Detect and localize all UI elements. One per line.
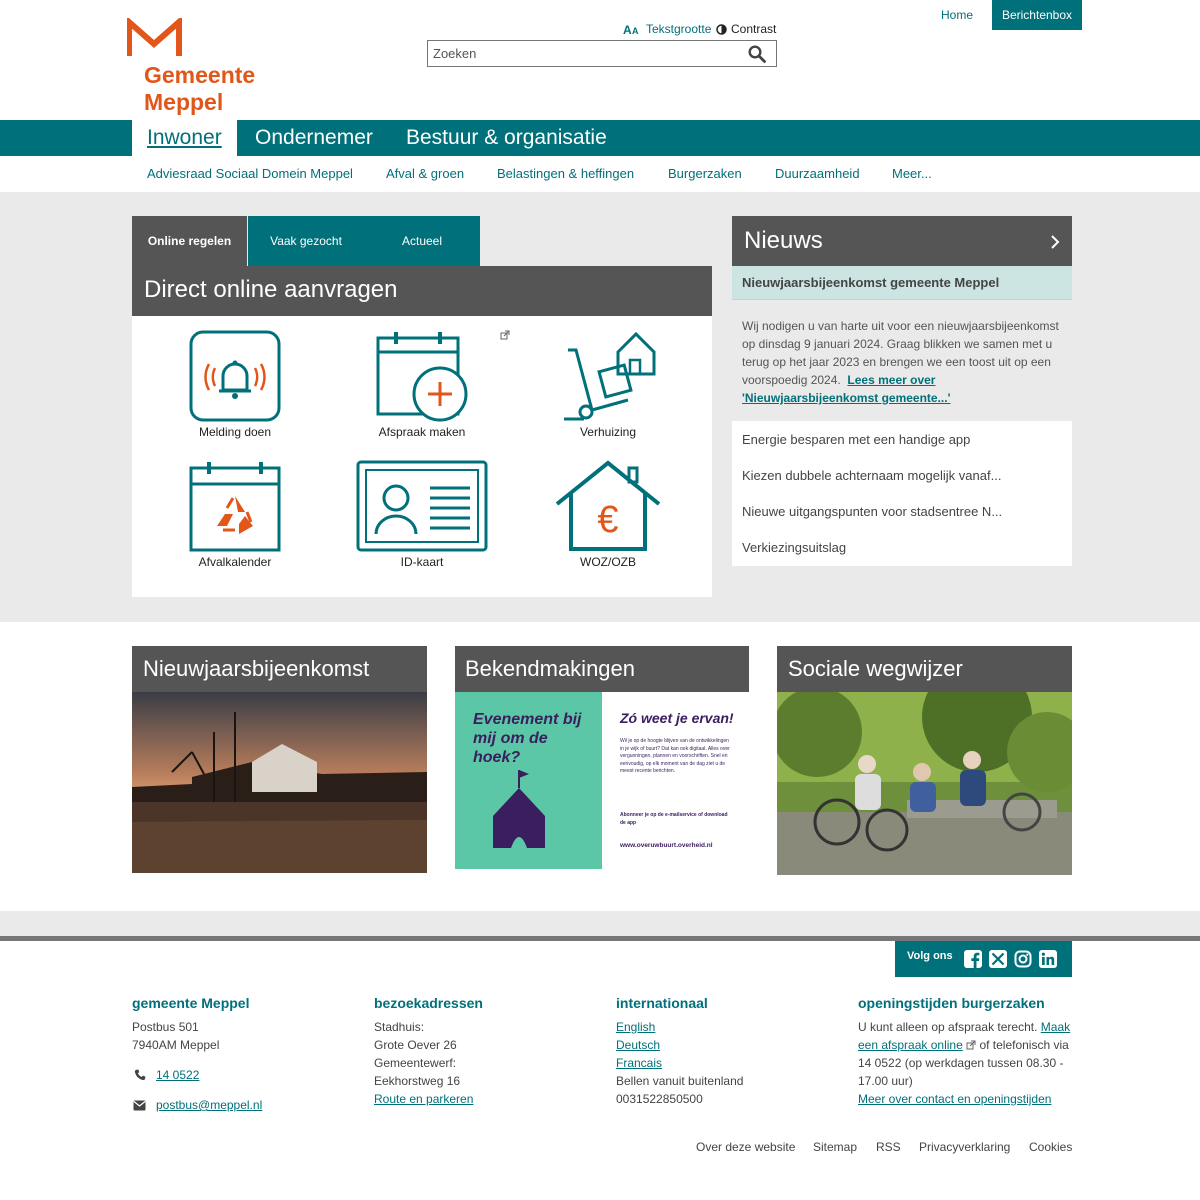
footer-col1-title: gemeente Meppel [132,995,250,1011]
chevron-right-icon [1050,235,1060,249]
card-title: Sociale wegwijzer [777,646,1072,692]
card-title: Bekendmakingen [455,646,749,692]
textsize-toggle[interactable] [623,22,711,36]
tile-label: ID-kaart [400,555,444,569]
language-link-english[interactable]: English [616,1020,656,1034]
poster-right-cta: Abonneer je op de e-mailservice of download de app [620,812,728,826]
tile-label: Verhuizing [579,425,637,439]
subnav-item-belastingen[interactable]: Belastingen & heffingen [497,166,635,181]
moving-trolley-icon [562,330,658,422]
footer-col3-text [616,1018,743,1108]
news-item[interactable]: Verkiezingsuitslag [742,540,847,555]
poster-right-title: Zó weet je ervan! [620,710,734,726]
address-line: Postbus 501 [132,1020,199,1034]
search-icon[interactable] [748,45,766,63]
tile-label: Afvalkalender [198,555,272,569]
search-input[interactable] [428,41,738,66]
phone-icon [134,1069,146,1081]
email-link[interactable]: postbus@meppel.nl [156,1098,263,1112]
appointment-only-text: U kunt alleen op afspraak terecht. [858,1020,1038,1034]
house-euro-icon [555,460,661,552]
phone-link[interactable]: 14 0522 [156,1068,200,1082]
tile-melding-doen[interactable] [142,330,328,440]
svg-text:A: A [632,26,639,35]
news-item[interactable]: Energie besparen met een handige app [742,432,971,447]
news-header[interactable] [732,216,1072,266]
news-read-more-link[interactable]: Lees meer over 'Nieuwjaarsbijeenkomst gemeente...' [742,373,951,405]
contrast-label: Contrast [731,22,777,36]
subnav-item-duurzaamheid[interactable]: Duurzaamheid [775,166,860,181]
language-link-francais[interactable]: Francais [616,1056,663,1070]
footer-link-over-deze-website[interactable]: Over deze website [696,1140,796,1154]
footer-col2-text [374,1018,473,1108]
facebook-icon[interactable] [964,950,982,971]
phone-hours-text: of telefonisch via 14 0522 (op werkdagen tussen 08.30 - 17.00 uur) [858,1038,1069,1088]
email-icon [133,1100,146,1111]
tile-afspraak-maken[interactable] [329,330,515,440]
panel-title: Direct online aanvragen [132,266,712,316]
abroad-label: Bellen vanuit buitenland [616,1074,744,1088]
tile-label: Melding doen [198,425,272,439]
svg-text:A: A [623,23,632,35]
calendar-plus-icon [376,330,468,422]
poster-right-body: Wil je op de hoogte blijven van de ontwikkelingen in je wijk of buurt? Dat kan ook digitaal. Alles over vergunningen, plannen en voorschriften. Snel en eenvoudig, op elk moment van de dag ziet u de meest recente berichten. [620,738,730,774]
home-link[interactable]: Home [941,8,974,22]
contrast-icon [716,24,727,35]
poster-left [455,692,602,869]
contact-openingstijden-link[interactable]: Meer over contact en openingstijden [858,1092,1052,1106]
address-line: Grote Oever 26 [374,1038,457,1052]
berichtenbox-button[interactable]: Berichtenbox [992,0,1082,30]
logo-text-meppel: Meppel [144,89,224,115]
tile-label: Afspraak maken [378,425,466,439]
textsize-icon [623,23,642,35]
recycle-calendar-icon [189,460,281,552]
svg-text:€: € [597,499,619,541]
site-logo[interactable] [125,15,280,115]
footer-link-rss[interactable]: RSS [876,1140,901,1154]
id-card-icon [356,460,488,552]
tab-online-regelen[interactable]: Online regelen [132,216,247,266]
tile-afvalkalender[interactable] [142,460,328,570]
subnav-item-meer[interactable]: Meer... [892,166,932,181]
poster [455,692,749,869]
footer-col1-address [132,1018,219,1054]
card-nieuwjaarsbijeenkomst[interactable] [132,646,427,873]
social-bar [895,941,1072,977]
tile-id-kaart[interactable] [329,460,515,570]
park-photo [777,692,1072,875]
footer-col4-title: openingstijden burgerzaken [858,995,1045,1011]
card-bekendmakingen[interactable] [455,646,749,869]
sub-navigation [0,156,1200,192]
footer-col3-title: internationaal [616,995,708,1011]
x-twitter-icon[interactable] [989,950,1007,971]
logo-m-icon [127,18,182,58]
news-item[interactable]: Nieuwe uitgangspunten voor stadsentree N... [742,504,1003,519]
subnav-item-afval[interactable]: Afval & groen [386,166,465,181]
address-line: Eekhorstweg 16 [374,1074,461,1088]
address-line: 7940AM Meppel [132,1038,220,1052]
footer-spacer [0,911,1200,936]
address-line: Gemeentewerf: [374,1056,457,1070]
tab-bestuur-organisatie[interactable]: Bestuur & organisatie [406,126,607,149]
tab-actueel[interactable]: Actueel [364,216,480,266]
logo-text-gemeente: Gemeente [144,62,256,88]
external-link-icon [966,1040,976,1050]
address-line: Stadhuis: [374,1020,425,1034]
external-link-icon [500,330,510,340]
abroad-number: 0031522850500 [616,1092,703,1106]
news-list [732,421,1072,566]
harbour-photo [132,692,427,873]
search-bar [427,40,777,67]
footer-col4-text [858,1018,1073,1108]
news-title: Nieuws [744,227,823,254]
tab-vaak-gezocht[interactable]: Vaak gezocht [248,216,364,266]
bell-icon [189,330,281,422]
route-parkeren-link[interactable]: Route en parkeren [374,1092,474,1106]
poster-right-url: www.overuwbuurt.overheid.nl [620,842,713,849]
footer-link-privacyverklaring[interactable]: Privacyverklaring [919,1140,1011,1154]
textsize-label: Tekstgrootte [646,22,712,36]
tent-icon [489,768,549,850]
subnav-item-adviesraad[interactable]: Adviesraad Sociaal Domein Meppel [147,166,353,181]
online-services-panel [132,316,712,597]
main-navigation [0,120,1200,156]
tab-inwoner[interactable]: Inwoner [132,120,237,156]
instagram-icon[interactable] [1014,950,1032,971]
footer-col2-title: bezoekadressen [374,995,483,1011]
subnav-item-burgerzaken[interactable]: Burgerzaken [668,166,742,181]
footer-link-cookies[interactable]: Cookies [1029,1140,1073,1154]
tile-verhuizing[interactable] [515,330,701,440]
tile-label: WOZ/OZB [580,555,636,569]
tab-ondernemer[interactable]: Ondernemer [255,126,373,149]
news-feature-text: Wij nodigen u van harte uit voor een nieuwjaarsbijeenkomst op dinsdag 9 januari 2024. Graag blikken we samen met u terug op het jaar 2023 en brengen we een toost uit op een voorspoedig 2024. [742,319,1059,387]
volg-ons-label: Volg ons [907,950,953,962]
news-item[interactable]: Kiezen dubbele achternaam mogelijk vanaf... [742,468,1002,483]
contrast-toggle[interactable] [716,22,776,36]
tile-woz-ozb[interactable] [515,460,701,570]
card-sociale-wegwijzer[interactable] [777,646,1072,875]
afspraak-online-link[interactable]: Maak een afspraak online [858,1020,1071,1052]
news-feature-body [732,300,1072,421]
language-link-deutsch[interactable]: Deutsch [616,1038,661,1052]
news-feature-title[interactable]: Nieuwjaarsbijeenkomst gemeente Meppel [732,266,1072,300]
linkedin-icon[interactable] [1039,950,1057,971]
poster-left-text: Evenement bij mij om de hoek? [473,711,582,766]
card-title: Nieuwjaarsbijeenkomst [132,646,427,692]
footer-link-sitemap[interactable]: Sitemap [813,1140,858,1154]
